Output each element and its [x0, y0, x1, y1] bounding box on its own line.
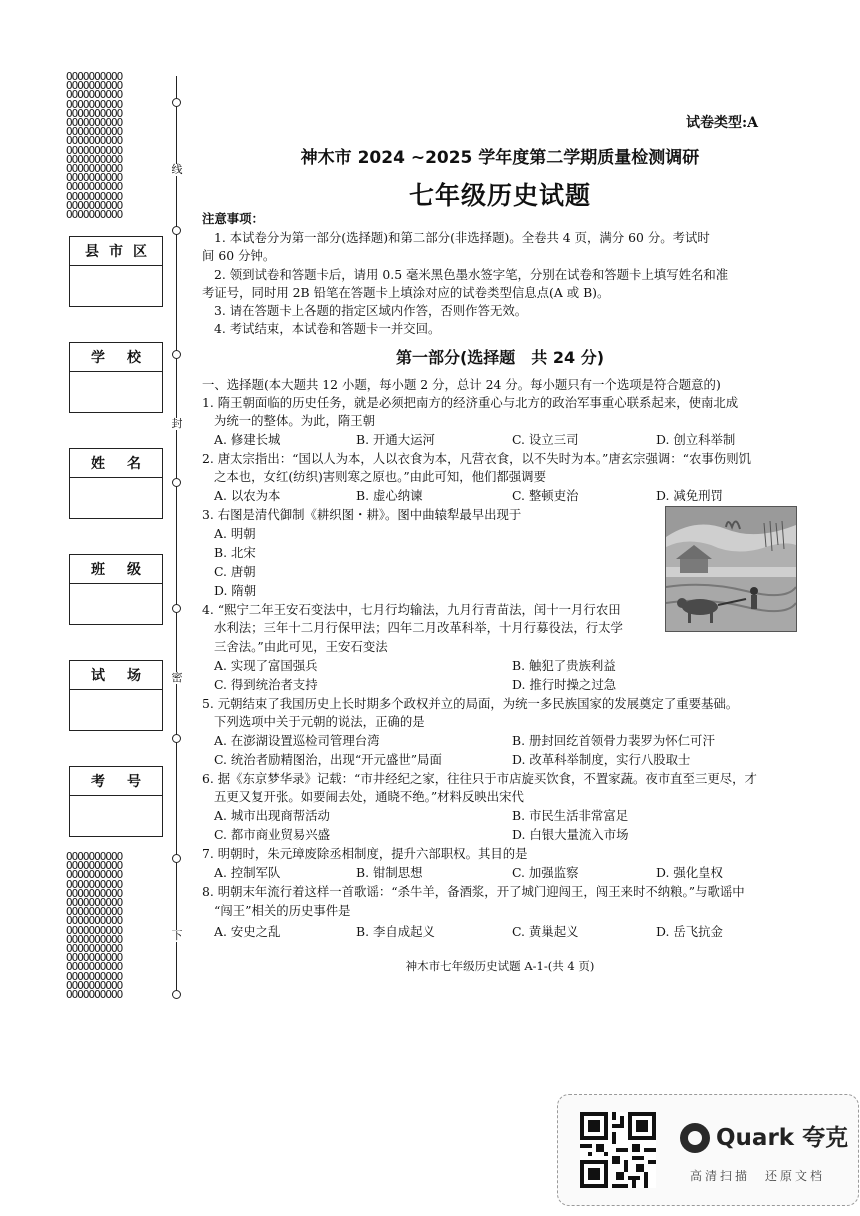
notice-line: 3. 请在答题卡上各题的指定区域内作答，否则作答无效。 [214, 303, 528, 318]
field-name[interactable] [69, 448, 163, 519]
quark-brand: Quark 夸克 [716, 1125, 849, 1151]
q8-option-d[interactable]: D. 岳飞抗金 [656, 924, 723, 939]
q6-option-c[interactable]: C. 都市商业贸易兴盛 [214, 827, 331, 842]
field-class[interactable] [69, 554, 163, 625]
field-label: 班 级 [70, 555, 162, 584]
q4-option-b[interactable]: B. 触犯了贵族利益 [512, 658, 616, 673]
q1-option-d[interactable]: D. 创立科举制 [656, 432, 736, 447]
quark-watermark[interactable] [557, 1094, 859, 1206]
notice-line: 1. 本试卷分为第一部分(选择题)和第二部分(非选择题)。全卷共 4 页，满分 60 分。考试时 [214, 230, 710, 245]
question-8-stem: 8. 明朝末年流行着这样一首歌谣：“杀牛羊，备酒浆，开了城门迎闯王，闯王来时不纳粮。”与歌谣中 [202, 884, 745, 899]
q5-option-a[interactable]: A. 在澎湖设置巡检司管理台湾 [214, 733, 380, 748]
q3-option-b[interactable]: B. 北宋 [214, 545, 256, 560]
question-3-stem: 3. 右图是清代御制《耕织图・耕》。图中曲辕犁最早出现于 [202, 507, 522, 522]
field-label: 试 场 [70, 661, 162, 690]
notice-line: 间 60 分钟。 [202, 248, 276, 263]
q5-option-d[interactable]: D. 改革科举制度，实行八股取士 [512, 752, 691, 767]
plowing-painting-image [665, 506, 797, 632]
q7-option-d[interactable]: D. 强化皇权 [656, 865, 723, 880]
dot-pattern-top: OOOOOOOOOO OOOOOOOOOO OOOOOOOOOO OOOOOOOOOO OOOOOOOOOO OOOOOOOOOO OOOOOOOOOO OOOOOOOOOO OOOOOOOOOO OOOOOOOOOO OOOOOOOOOO OOOOOOOOOO OOOOOOOOOO OOOOOOOOOO OOOOOOOOOO OOOOOOOOOO [66, 72, 123, 222]
question-1-stem: 为统一的整体。为此，隋王朝 [214, 413, 376, 428]
binding-circle [172, 990, 181, 999]
binding-mark-secret: 密 [171, 671, 183, 684]
q3-option-c[interactable]: C. 唐朝 [214, 564, 256, 579]
binding-circle [172, 734, 181, 743]
field-label: 姓 名 [70, 449, 162, 478]
question-4-stem: 4. “熙宁二年王安石变法中，七月行均输法，九月行青苗法，闰十一月行农田 [202, 602, 621, 617]
question-1-stem: 1. 隋王朝面临的历史任务，就是必须把南方的经济重心与北方的政治军事重心联系起来，使南北成 [202, 395, 739, 410]
q1-option-a[interactable]: A. 修建长城 [214, 432, 281, 447]
qr-code-icon [580, 1112, 656, 1188]
q8-option-c[interactable]: C. 黄巢起义 [512, 924, 579, 939]
section-intro: 一、选择题(本大题共 12 小题，每小题 2 分，总计 24 分。每小题只有一个选项是符合题意的) [202, 377, 721, 392]
q8-option-b[interactable]: B. 李自成起义 [356, 924, 435, 939]
field-exam-room[interactable] [69, 660, 163, 731]
field-label: 学 校 [70, 343, 162, 372]
q4-option-c[interactable]: C. 得到统治者支持 [214, 677, 318, 692]
binding-circle [172, 604, 181, 613]
question-5-stem: 5. 元朝结束了我国历史上长时期多个政权并立的局面，为统一多民族国家的发展奠定了重要基础。 [202, 696, 739, 711]
qr-code-icon [580, 1112, 656, 1188]
question-6-stem: 五更又复开张。如要闹去处，通晓不绝。”材料反映出宋代 [214, 789, 524, 804]
q1-option-b[interactable]: B. 开通大运河 [356, 432, 435, 447]
binding-circle [172, 478, 181, 487]
q2-option-c[interactable]: C. 整顿吏治 [512, 488, 579, 503]
question-4-stem: 三舍法。”由此可见，王安石变法 [214, 639, 388, 654]
field-label: 考 号 [70, 767, 162, 796]
q2-option-d[interactable]: D. 减免刑罚 [656, 488, 723, 503]
q6-option-b[interactable]: B. 市民生活非常富足 [512, 808, 629, 823]
binding-circle [172, 854, 181, 863]
q6-option-a[interactable]: A. 城市出现商帮活动 [214, 808, 330, 823]
q4-option-a[interactable]: A. 实现了富国强兵 [214, 658, 318, 673]
q2-option-a[interactable]: A. 以农为本 [214, 488, 281, 503]
notice-line: 考证号，同时用 2B 铅笔在答题卡上填涂对应的试卷类型信息点(A 或 B)。 [202, 285, 610, 300]
field-school[interactable] [69, 342, 163, 413]
quark-logo-icon [680, 1123, 710, 1153]
q3-option-a[interactable]: A. 明朝 [214, 526, 256, 541]
paper-type: 试卷类型:A [686, 115, 759, 131]
q7-option-b[interactable]: B. 钳制思想 [356, 865, 423, 880]
dot-pattern-bottom: OOOOOOOOOO OOOOOOOOOO OOOOOOOOOO OOOOOOOOOO OOOOOOOOOO OOOOOOOOOO OOOOOOOOOO OOOOOOOOOO OOOOOOOOOO OOOOOOOOOO OOOOOOOOOO OOOOOOOOOO OOOOOOOOOO OOOOOOOOOO OOOOOOOOOO OOOOOOOOOO [66, 852, 123, 1000]
binding-circle [172, 350, 181, 359]
notice-line: 2. 领到试卷和答题卡后，请用 0.5 毫米黑色墨水签字笔，分别在试卷和答题卡上填写姓名和准 [214, 267, 729, 282]
q5-option-b[interactable]: B. 册封回纥首领骨力裴罗为怀仁可汗 [512, 733, 715, 748]
plowing-painting-icon [666, 507, 796, 631]
q8-option-a[interactable]: A. 安史之乱 [214, 924, 281, 939]
q6-option-d[interactable]: D. 白银大量流入市场 [512, 827, 629, 842]
q1-option-c[interactable]: C. 设立三司 [512, 432, 579, 447]
exam-title: 神木市 2024 ~2025 学年度第二学期质量检测调研 [300, 148, 700, 168]
notice-line: 4. 考试结束，本试卷和答题卡一并交回。 [214, 321, 441, 336]
question-7-stem: 7. 明朝时，朱元璋废除丞相制度，提升六部职权。其目的是 [202, 846, 528, 861]
page-footer: 神木市七年级历史试题 A-1-(共 4 页) [405, 959, 595, 973]
question-8-stem: “闯王”相关的历史事件是 [214, 903, 351, 918]
q7-option-c[interactable]: C. 加强监察 [512, 865, 579, 880]
q5-option-c[interactable]: C. 统治者励精图治，出现“开元盛世”局面 [214, 752, 442, 767]
notice-heading: 注意事项： [202, 211, 264, 226]
field-exam-number[interactable] [69, 766, 163, 837]
question-6-stem: 6. 据《东京梦华录》记载：“市井经纪之家，往往只于市店旋买饮食，不置家蔬。夜市直至三更尽，才 [202, 771, 757, 786]
question-4-stem: 水利法；三年十二月行保甲法；四年二月改革科举，十月行募役法，行太学 [214, 620, 623, 635]
field-label: 县 市 区 [70, 237, 162, 266]
q4-option-d[interactable]: D. 推行时操之过急 [512, 677, 617, 692]
q7-option-a[interactable]: A. 控制军队 [214, 865, 281, 880]
binding-mark-seal: 封 [171, 417, 183, 430]
q3-option-d[interactable]: D. 隋朝 [214, 583, 257, 598]
field-county[interactable] [69, 236, 163, 307]
binding-mark-down: 下 [171, 929, 183, 942]
exam-subtitle: 七年级历史试题 [408, 181, 591, 210]
question-2-stem: 2. 唐太宗指出：“国以人为本，人以衣食为本，凡营衣食，以不失时为本。”唐玄宗强调：“农事伤则饥 [202, 451, 751, 466]
q2-option-b[interactable]: B. 虚心纳谏 [356, 488, 423, 503]
binding-circle [172, 226, 181, 235]
question-5-stem: 下列选项中关于元朝的说法，正确的是 [214, 714, 425, 729]
quark-slogan: 高清扫描 还原文档 [690, 1169, 826, 1183]
part1-title: 第一部分(选择题 共 24 分) [395, 348, 605, 367]
binding-mark-line: 线 [171, 163, 183, 176]
binding-circle [172, 98, 181, 107]
question-2-stem: 之本也，女红(纺织)害则寒之原也。”由此可知，他们都强调要 [214, 469, 546, 484]
